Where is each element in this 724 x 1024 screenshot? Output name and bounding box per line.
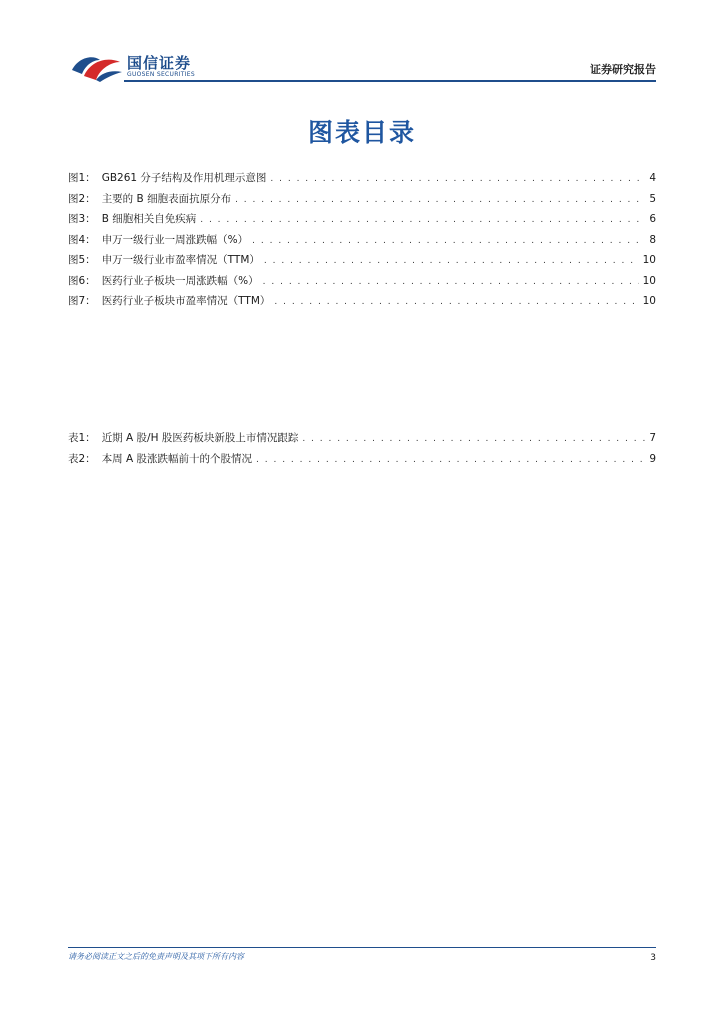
footer-divider — [68, 947, 656, 948]
toc-entry-number: 图1： — [68, 172, 96, 184]
toc-entry-page: 6 — [649, 213, 656, 225]
toc-entry-page: 7 — [649, 432, 656, 444]
toc-leader-dots — [302, 434, 645, 444]
footer-disclaimer: 请务必阅读正文之后的免责声明及其项下所有内容 — [68, 952, 244, 961]
toc-entry-figure-5[interactable] — [68, 252, 656, 273]
toc-entry-label: 本周 A 股涨跌幅前十的个股情况 — [101, 452, 253, 465]
toc-entry-number: 图5： — [68, 254, 96, 266]
toc-entry-page: 10 — [642, 274, 656, 287]
toc-entry-label: 近期 A 股/H 股医药板块新股上市情况跟踪 — [101, 432, 299, 444]
toc-leader-dots — [274, 297, 638, 307]
toc-leader-dots — [235, 195, 645, 205]
toc-entry-label: 主要的 B 细胞表面抗原分布 — [101, 192, 232, 205]
toc-entry-number: 表2： — [68, 452, 96, 465]
toc-entry-figure-1[interactable] — [68, 170, 656, 191]
page-header — [0, 0, 724, 90]
toc-entry-table-1[interactable] — [68, 430, 656, 451]
header-divider — [124, 80, 656, 82]
toc-leader-dots — [263, 277, 639, 287]
page-number: 3 — [650, 953, 656, 963]
toc-entry-number: 图7： — [68, 295, 96, 307]
toc-entry-label: GB261 分子结构及作用机理示意图 — [101, 172, 267, 184]
logo-chinese-text: 国信证券 — [127, 54, 192, 72]
table-list — [68, 430, 656, 471]
toc-entry-number: 图2： — [68, 192, 96, 205]
toc-entry-label: 医药行业子板块一周涨跌幅（%） — [101, 274, 259, 287]
toc-entry-figure-3[interactable] — [68, 211, 656, 232]
toc-entry-number: 图3： — [68, 213, 96, 225]
toc-entry-number: 图6： — [68, 274, 96, 287]
toc-entry-label: 申万一级行业市盈率情况（TTM） — [101, 254, 260, 266]
page-title: 图表目录 — [307, 118, 416, 147]
toc-entry-label: 医药行业子板块市盈率情况（TTM） — [101, 295, 271, 307]
toc-leader-dots — [200, 215, 645, 225]
toc-entry-page: 8 — [649, 233, 656, 246]
figure-list — [68, 170, 656, 314]
toc-entry-label: B 细胞相关自免疾病 — [101, 213, 197, 225]
toc-entry-label: 申万一级行业一周涨跌幅（%） — [101, 233, 249, 246]
toc-leader-dots — [264, 256, 639, 266]
logo-english-text: GUOSEN SECURITIES — [127, 71, 196, 78]
toc-leader-dots — [252, 236, 645, 246]
toc-entry-figure-2[interactable] — [68, 191, 656, 212]
report-type-label: 证券研究报告 — [590, 63, 656, 76]
toc-entry-page: 5 — [649, 192, 656, 205]
toc-entry-page: 9 — [649, 452, 656, 465]
toc-leader-dots — [256, 455, 645, 465]
toc-entry-figure-6[interactable] — [68, 273, 656, 294]
toc-entry-number: 图4： — [68, 233, 96, 246]
guosen-logo-icon — [70, 52, 124, 82]
toc-leader-dots — [270, 174, 645, 184]
toc-entry-figure-4[interactable] — [68, 232, 656, 253]
toc-entry-table-2[interactable] — [68, 451, 656, 472]
toc-entry-figure-7[interactable] — [68, 293, 656, 314]
toc-entry-page: 4 — [649, 172, 656, 184]
toc-entry-page: 10 — [642, 254, 656, 266]
toc-entry-page: 10 — [642, 295, 656, 307]
toc-entry-number: 表1： — [68, 432, 96, 444]
